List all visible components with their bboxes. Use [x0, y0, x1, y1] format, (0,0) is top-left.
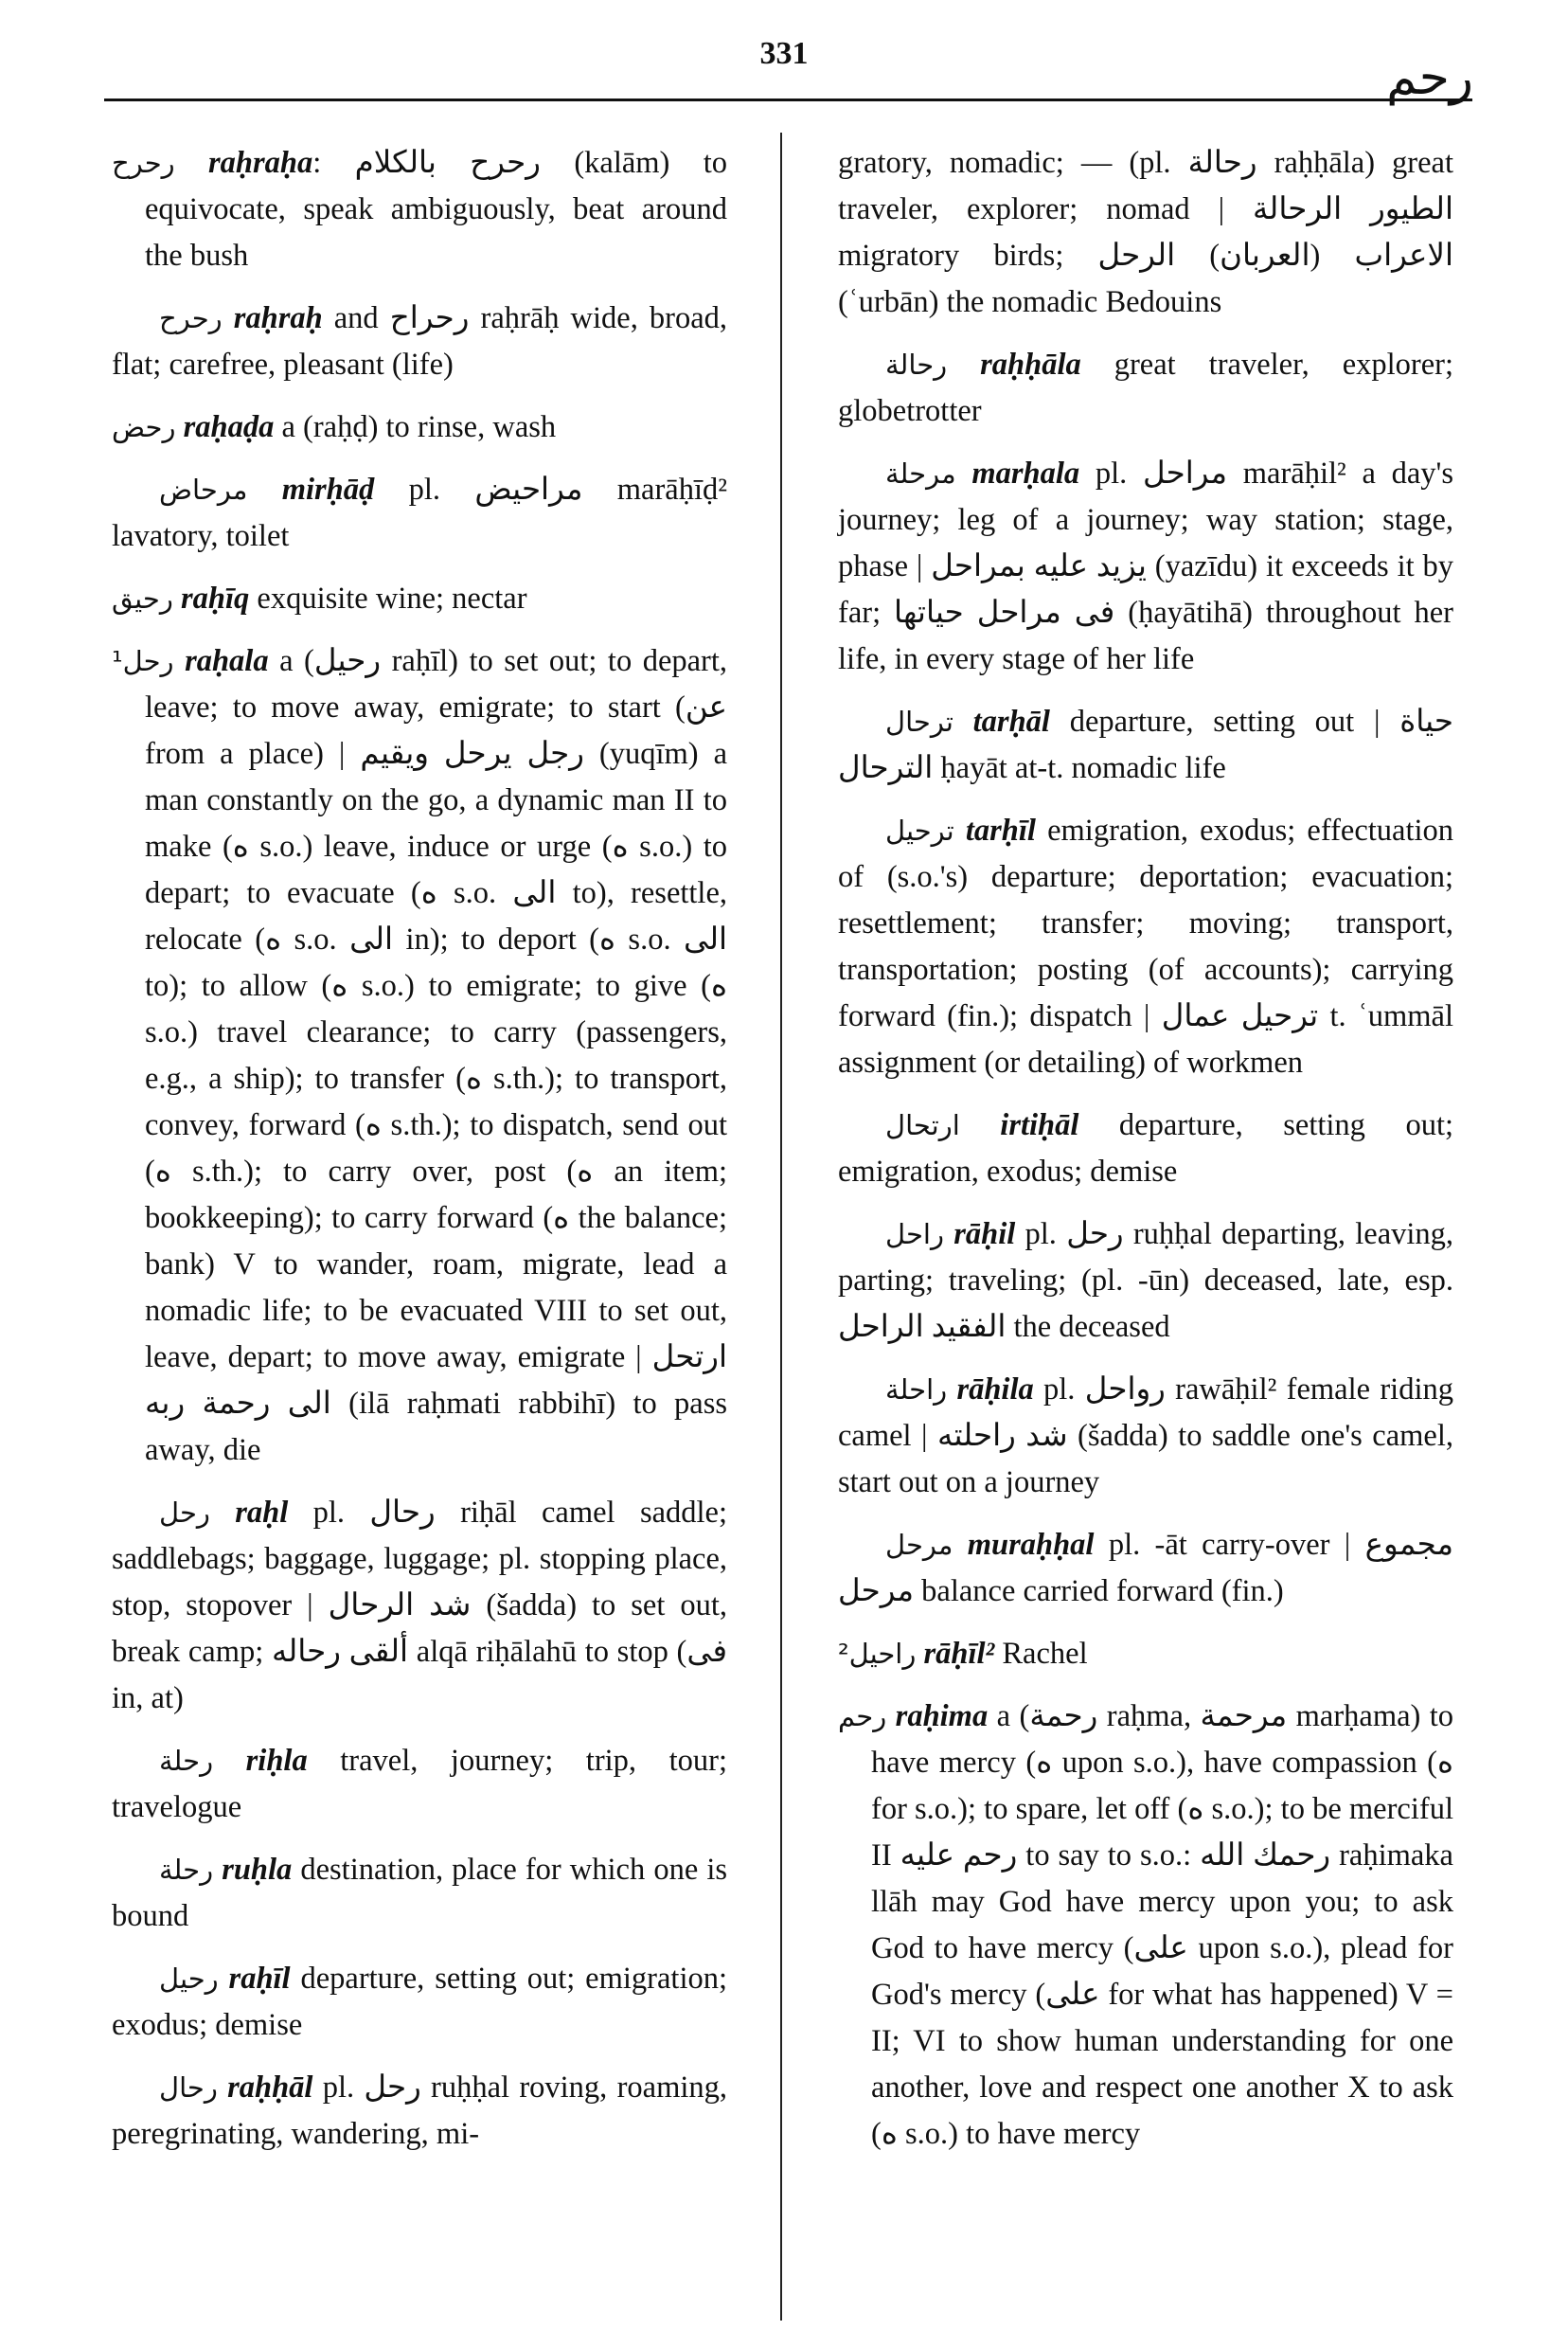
running-head: رحم	[1386, 51, 1473, 105]
right-column	[838, 140, 1453, 2174]
entry-rahhala: رحالة raḥḥāla great traveler, explorer; globetrotter	[838, 348, 1454, 428]
entry-rahraha: رحرح raḥraḥa: رحرح بالكلام (kalām) to equivocate, speak ambiguously, beat around the bush	[112, 146, 728, 273]
entry-tarhal: ترحال tarḥāl departure, setting out | حياة الترحال ḥayāt at-t. nomadic life	[838, 705, 1454, 785]
entry-ruhla: رحلة ruḥla destination, place for which one is bound	[112, 1853, 728, 1933]
entry-rahila: راحلة rāḥila pl. رواحل rawāḥil² female riding camel | شد راحلته (šadda) to saddle one's camel, start out on a journey	[838, 1372, 1453, 1499]
entry-rahil-departing: راحل rāḥil pl. رحل ruḥḥal departing, leaving, parting; traveling; (pl. -ūn) deceased, late, esp. الفقيد الراحل the deceased	[838, 1217, 1454, 1344]
left-column	[112, 140, 727, 2174]
entry-mirhad: مرحاض mirḥāḍ pl. مراحيض marāḥīḍ² lavatory, toilet	[112, 473, 728, 553]
entry-rahil: رحيل raḥīl departure, setting out; emigration; exodus; demise	[112, 1962, 728, 2042]
entry-rahada: رحض raḥaḍa a (raḥḍ) to rinse, wash	[112, 410, 557, 444]
entry-rahhal: رحال raḥḥāl pl. رحل ruḥḥal roving, roaming, peregrinating, wandering, mi-	[112, 2070, 728, 2151]
entry-rahima: رحم raḥima a (رحمة raḥma, مرحمة marḥama) to have mercy (ه upon s.o.), have compassion (ه for s.o.); to spare, let off (ه s.o.); to be merciful II رحم عليه to say to s.o.: رحمك الله raḥimaka llāh may God have mercy upon you; to ask God to have mercy (على upon s.o.), plead for God's mercy (على for what has happened) V = II; VI to show human understanding for one another, love and respect one another X to ask (ه s.o.) to have mercy	[838, 1699, 1454, 2151]
entry-rahala: ¹رحل raḥala a (رحيل raḥīl) to set out; to depart, leave; to move away, emigrate; to start (عن from a place) | رجل يرحل ويقيم (yuqīm) a man constantly on the go, a dynamic man II to make (ه s.o.) leave, induce or urge (ه s.o.) to depart; to evacuate (ه s.o. الى to), resettle, relocate (ه s.o. الى in); to deport (ه s.o. الى to); to allow (ه s.o.) to emigrate; to give (ه s.o.) travel clearance; to carry (passengers, e.g., a ship); to transfer (ه s.th.); to transport, convey, forward (ه s.th.); to dispatch, send out (ه s.th.); to carry over, post (ه an item; bookkeeping); to carry forward (ه the balance; bank) V to wander, roam, migrate, lead a nomadic life; to be evacuated VIII to set out, leave, depart; to move away, emigrate | ارتحل الى رحمة ربه (ilā raḥmati rabbihī) to pass away, die	[112, 644, 728, 1467]
header-rule	[104, 99, 1472, 101]
page-number: 331	[759, 36, 809, 71]
column-divider	[780, 133, 782, 2321]
entry-rahiq: رحيق raḥīq exquisite wine; nectar	[112, 582, 527, 616]
entry-rahil-rachel: ²راحيل rāḥīl² Rachel	[838, 1637, 1088, 1671]
entry-tarhil: ترحيل tarḥīl emigration, exodus; effectuation of (s.o.'s) departure; deportation; evacuation; resettlement; transfer; moving; transport, transportation; posting (of accounts); carrying forward (fin.); dispatch | ترحيل عمال t. ʿummāl assignment (or detailing) of workmen	[838, 814, 1454, 1080]
entry-irtihal: ارتحال irtiḥāl departure, setting out; emigration, exodus; demise	[838, 1108, 1454, 1189]
entry-rahrah: رحرح raḥraḥ and رحراح raḥrāḥ wide, broad, flat; carefree, pleasant (life)	[112, 301, 728, 382]
entry-rahl: رحل raḥl pl. رحال riḥāl camel saddle; saddlebags; baggage, luggage; pl. stopping place, stop, stopover | شد الرحال (šadda) to set out, break camp; ألقى رحاله alqā riḥālahū to stop (فى in, at)	[112, 1496, 728, 1715]
entry-marhala: مرحلة marḥala pl. مراحل marāḥil² a day's journey; leg of a journey; way station; stage, phase | يزيد عليه بمراحل (yazīdu) it exceeds it by far; فى مراحل حياتها (ḥayātihā) throughout her life, in every stage of her life	[838, 457, 1454, 676]
entry-rihla: رحلة riḥla travel, journey; trip, tour; travelogue	[112, 1744, 727, 1824]
entry-rahhal-continued: gratory, nomadic; — (pl. رحالة raḥḥāla) great traveler, explorer; nomad | الطيور الرحالة migratory birds; الاعراب (العربان) الرحل (ʿurbān) the nomadic Bedouins	[838, 146, 1453, 319]
entry-murahhal: مرحل muraḥḥal pl. -āt carry-over | مجموع مرحل balance carried forward (fin.)	[838, 1528, 1454, 1608]
